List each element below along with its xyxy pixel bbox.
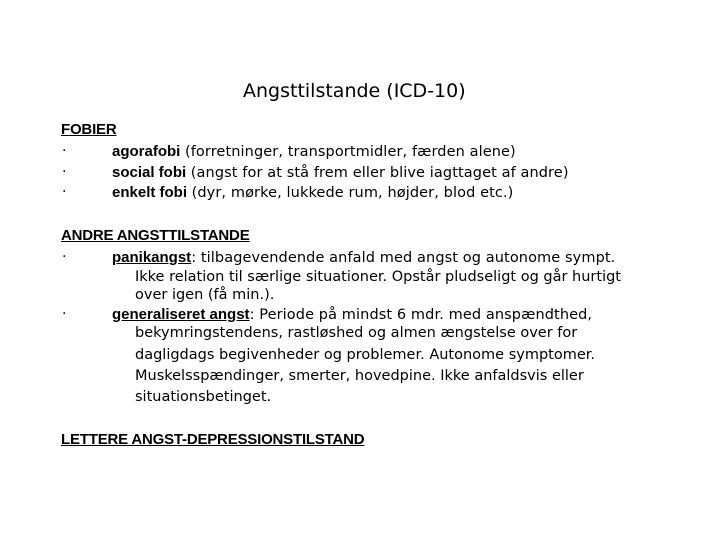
term-agorafobi: agorafobi xyxy=(112,143,181,160)
desc-agorafobi: (forretninger, transportmidler, færden alene) xyxy=(184,144,516,160)
bullet-marker: · xyxy=(62,164,67,180)
list-item-social-fobi xyxy=(112,164,569,181)
section-heading-fobier: FOBIER xyxy=(61,121,117,138)
list-item-agorafobi xyxy=(112,143,516,160)
continuation-line: over igen (få min.). xyxy=(135,287,275,303)
bullet-marker: · xyxy=(62,184,67,200)
continuation-line: dagligdags begivenheder og problemer. Autonome symptomer. xyxy=(135,347,596,363)
section-heading-lettere: LETTERE ANGST-DEPRESSIONSTILSTAND xyxy=(61,431,365,448)
term-social-fobi: social fobi xyxy=(112,164,187,181)
continuation-line: Muskelsspændinger, smerter, hovedpine. Ikke anfaldsvis eller xyxy=(135,368,584,384)
continuation-line: Ikke relation til særlige situationer. Opstår pludseligt og går hurtigt xyxy=(135,269,621,285)
continuation-line: bekymringstendens, rastløshed og almen ængstelse over for xyxy=(135,325,578,341)
continuation-line: situationsbetinget. xyxy=(135,389,272,405)
section-heading-andre: ANDRE ANGSTTILSTANDE xyxy=(61,227,250,244)
desc-enkelt-fobi: (dyr, mørke, lukkede rum, højder, blod etc.) xyxy=(191,185,514,201)
term-enkelt-fobi: enkelt fobi xyxy=(112,184,188,201)
bullet-marker: · xyxy=(62,249,67,265)
bullet-marker: · xyxy=(62,306,67,322)
term-panikangst: panikangst xyxy=(112,249,192,266)
list-item-panikangst xyxy=(112,249,615,266)
list-item-generaliseret-angst xyxy=(112,306,592,323)
list-item-enkelt-fobi xyxy=(112,184,513,201)
term-generaliseret-angst: generaliseret angst xyxy=(112,306,250,323)
desc-panikangst: : tilbagevendende anfald med angst og autonome sympt. xyxy=(191,250,616,266)
bullet-marker: · xyxy=(62,143,67,159)
page-title: Angsttilstande (ICD-10) xyxy=(243,80,466,102)
desc-generaliseret-angst: : Periode på mindst 6 mdr. med anspændthed, xyxy=(249,307,593,323)
desc-social-fobi: (angst for at stå frem eller blive iagttaget af andre) xyxy=(190,165,569,181)
